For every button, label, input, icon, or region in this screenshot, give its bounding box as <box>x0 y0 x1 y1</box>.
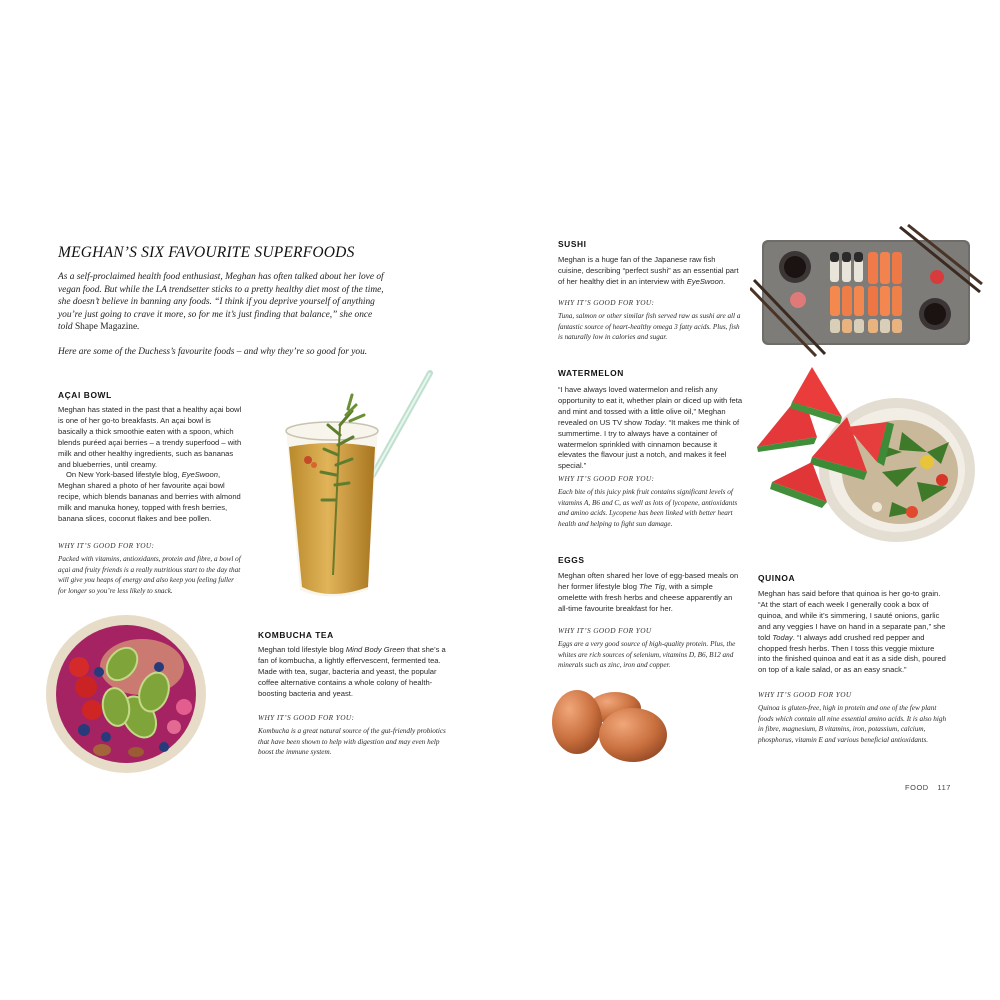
acai-heading: AÇAI BOWL <box>58 390 112 400</box>
watermelon-quinoa-salad-image <box>752 362 977 547</box>
acai-why-label: WHY IT’S GOOD FOR YOU: <box>58 541 155 550</box>
acai-body: Meghan has stated in the past that a healthy açai bowl is one of her go-to breakfasts. An açai bowl is basically a thick smoothie eaten with a spoon, which blends puréed açai berries – a trendy superfood – with milk and other healthy ingredients, such as bananas and blueberries, until creamy. On New York-based lifestyle blog, EyeSwoon, Meghan shared a photo of her favourite açai bowl recipe, which blends bananas and berries with almond milk and manuka honey, topped with fresh berries, banana slices, coconut flakes and bee pollen. <box>58 405 242 524</box>
page-number: 117 <box>937 783 951 792</box>
sushi-heading: SUSHI <box>558 239 587 249</box>
kombucha-body: Meghan told lifestyle blog Mind Body Green that she’s a fan of kombucha, a lightly effervescent, fermented tea. Made with tea, sugar, bacteria and yeast, the popular coffee alternative contains a whole colony of health-boosting bacteria and yeast. <box>258 645 446 698</box>
intro <box>58 271 388 371</box>
kombucha-glass-image <box>278 365 443 610</box>
page-title: MEGHAN’S SIX FAVOURITE SUPERFOODS <box>58 244 355 261</box>
quinoa-heading: QUINOA <box>758 573 796 583</box>
acai-bowl-image <box>44 612 209 777</box>
footer-section-label: FOOD <box>905 783 929 792</box>
kombucha-why-label: WHY IT’S GOOD FOR YOU: <box>258 713 355 722</box>
acai-why-text: Packed with vitamins, antioxidants, protein and fibre, a bowl of açai and fruity friends is a really nutritious start to the day that will give you heaps of energy and also keep you feeling fuller for longer so you’re less likely to snack. <box>58 555 241 595</box>
watermelon-heading: WATERMELON <box>558 368 624 378</box>
eggs-image <box>545 688 675 768</box>
eggs-heading: EGGS <box>558 555 585 565</box>
eggs-body: Meghan often shared her love of egg-based meals on her former lifestyle blog The Tig, with a simple omelette with fresh herbs and cheese apparently an all-time favourite breakfast for her. <box>558 571 739 613</box>
sushi-why-text: Tuna, salmon or other similar fish served raw as sushi are all a fantastic source of heart-healthy omega 3 fatty acids. Plus, fish is naturally low in calories and sugar. <box>558 312 741 342</box>
kombucha-why-text: Kombucha is a great natural source of the gut-friendly probiotics that have been shown to help with digestion and may even help boost the immune system. <box>258 727 446 757</box>
watermelon-body: “I have always loved watermelon and relish any opportunity to eat it, whether plain or diced up with feta and mint and tossed with a little olive oil,” Meghan revealed on US TV show Today. “It makes me think of summertime. I try to always have a container of watermelon sprinkled with cinnamon because it elevates the flavour just a notch, and makes it feel special.” <box>558 385 743 471</box>
kombucha-heading: KOMBUCHA TEA <box>258 630 334 640</box>
eggs-why-label: WHY IT’S GOOD FOR YOU <box>558 626 652 635</box>
publication-name: Shape Magazine <box>74 322 138 333</box>
watermelon-why-text: Each bite of this juicy pink fruit contains significant levels of vitamins A, B6 and C, as well as lots of lycopene, antioxidants and amino acids. Lycopene has been linked with better heart health and helping to fight sun damage. <box>558 488 738 528</box>
watermelon-why-label: WHY IT’S GOOD FOR YOU: <box>558 474 655 483</box>
page-footer <box>905 783 951 792</box>
sushi-why-label: WHY IT’S GOOD FOR YOU: <box>558 298 655 307</box>
quinoa-body: Meghan has said before that quinoa is her go-to grain. “At the start of each week I generally cook a box of quinoa, and while it’s simmering, I sauté onions, garlic and any veggies I have on hand in a separate pan,” she told Today. “I always add crushed red pepper and chopped fresh herbs. Then I toss this veggie mixture into the finished quinoa and eat it as a side dish, poured on top of a kale salad, or as an easy snack.” <box>758 589 946 675</box>
sushi-body: Meghan is a huge fan of the Japanese raw fish cuisine, describing “perfect sushi” as an essential part of her healthy diet in an interview with EyeSwoon. <box>558 255 739 286</box>
intro-paragraph-1: As a self-proclaimed health food enthusiast, Meghan has often talked about her love of vegan food. But while the LA trendsetter sticks to a pretty healthy diet most of the time, she doesn’t believe in banning any foods. “I think if you deprive yourself of anything you’re just going to crave it more, so for me it’s just finding that balance,” she once told Shape Magazine. <box>58 272 384 333</box>
sushi-platter-image <box>750 222 985 357</box>
eggs-why-text: Eggs are a very good source of high-quality protein. Plus, the whites are rich sources of selenium, vitamins D, B6, B12 and minerals such as zinc, iron and copper. <box>558 640 736 670</box>
intro-paragraph-2: Here are some of the Duchess’s favourite foods – and why they’re so good for you. <box>58 346 368 357</box>
quinoa-why-label: WHY IT’S GOOD FOR YOU <box>758 690 852 699</box>
quinoa-why-text: Quinoa is gluten-free, high in protein and one of the few plant foods which contain all nine essential amino acids. It is also high in fibre, magnesium, B vitamins, iron, potassium, calcium, phosphorus, vitamin E and various beneficial antioxidants. <box>758 704 947 744</box>
